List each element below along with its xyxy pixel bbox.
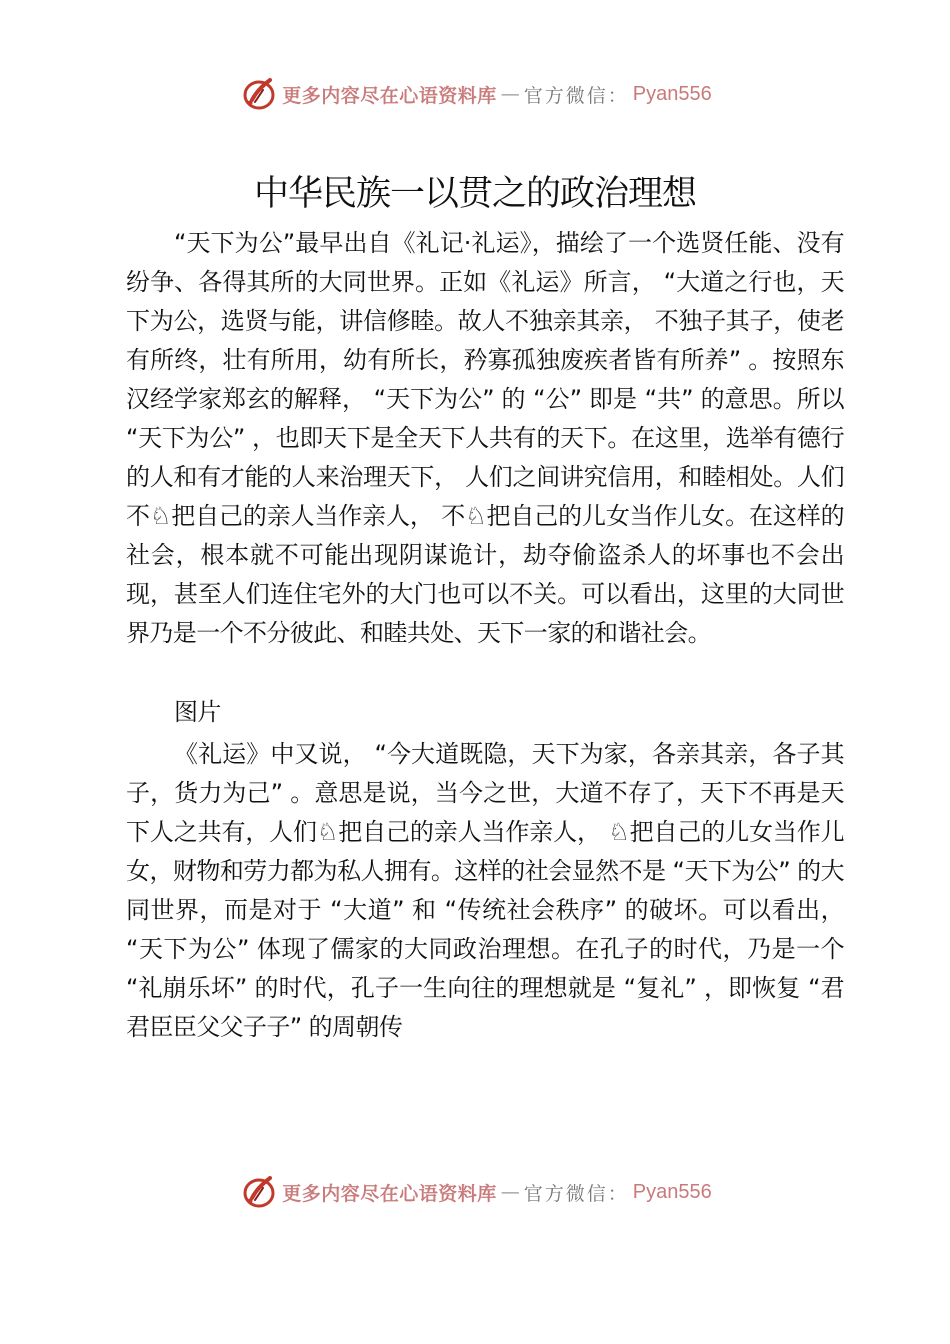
wechat-label: 官方微信： [523,1182,629,1205]
promo-text: 更多内容尽在心语资料库 [282,1182,497,1205]
brush-seal-logo-icon [238,1172,278,1212]
wechat-label: 官方微信： [523,84,629,107]
paragraph: “天下为公”最早出自《礼记·礼运》，描绘了一个选贤任能、没有纷争、各得其所的大同世界。正如《礼运》所言， “大道之行也，天下为公，选贤与能，讲信修睦。故人不独亲其亲， 不独子其子，使老有所终，壮有所用，幼有所长，矜寡孤独废疾者皆有所养” 。按照东汉经学家郑玄的解释， “天下为公” 的 “公” 即是 “共” 的意思。所以 “天下为公” ，也即天下是全天下人共有的天下。在这里，选举有德行的人和有才能的人来治理天下， 人们之间讲究信用，和睦相处。人们不♘把自己的亲人当作亲人， 不♘把自己的儿女当作儿女。在这样的社会，根本就不可能出现阴谋诡计，劫夺偷盗杀人的坏事也不会出现，甚至人们连住宅外的大门也可以不关。可以看出，这里的大同世界乃是一个不分彼此、和睦共处、天下一家的和谐社会。 [126,229,844,647]
wechat-id: Pyan556 [632,1180,712,1203]
promo-separator: — [500,83,520,105]
paragraph-block-2 [126,693,844,732]
paragraph-block-1 [126,224,844,653]
wechat-id: Pyan556 [632,82,712,105]
image-placeholder-label: 图片 [174,698,221,726]
header-banner [0,72,950,116]
footer-banner [0,1170,950,1214]
promo-text: 更多内容尽在心语资料库 [282,84,497,107]
brush-seal-logo-icon [238,74,278,114]
page-title: 中华民族一以贯之的政治理想 [253,174,696,214]
paragraph: 《礼运》中又说， “今大道既隐，天下为家，各亲其亲，各子其子，货力为己” 。意思是说，当今之世，大道不存了，天下不再是天下人之共有，人们♘把自己的亲人当作亲人， ♘把自己的儿女当作儿女，财物和劳力都为私人拥有。这样的社会显然不是 “天下为公” 的大同世界，而是对于 “大道” 和 “传统社会秩序” 的破坏。可以看出， “天下为公” 体现了儒家的大同政治理想。在孔子的时代，乃是一个 “礼崩乐坏” 的时代，孔子一生向往的理想就是 “复礼” ，即恢复 “君君臣臣父父子子” 的周朝传 [126,740,844,1041]
promo-separator: — [500,1181,520,1203]
paragraph-block-3 [126,735,844,1047]
